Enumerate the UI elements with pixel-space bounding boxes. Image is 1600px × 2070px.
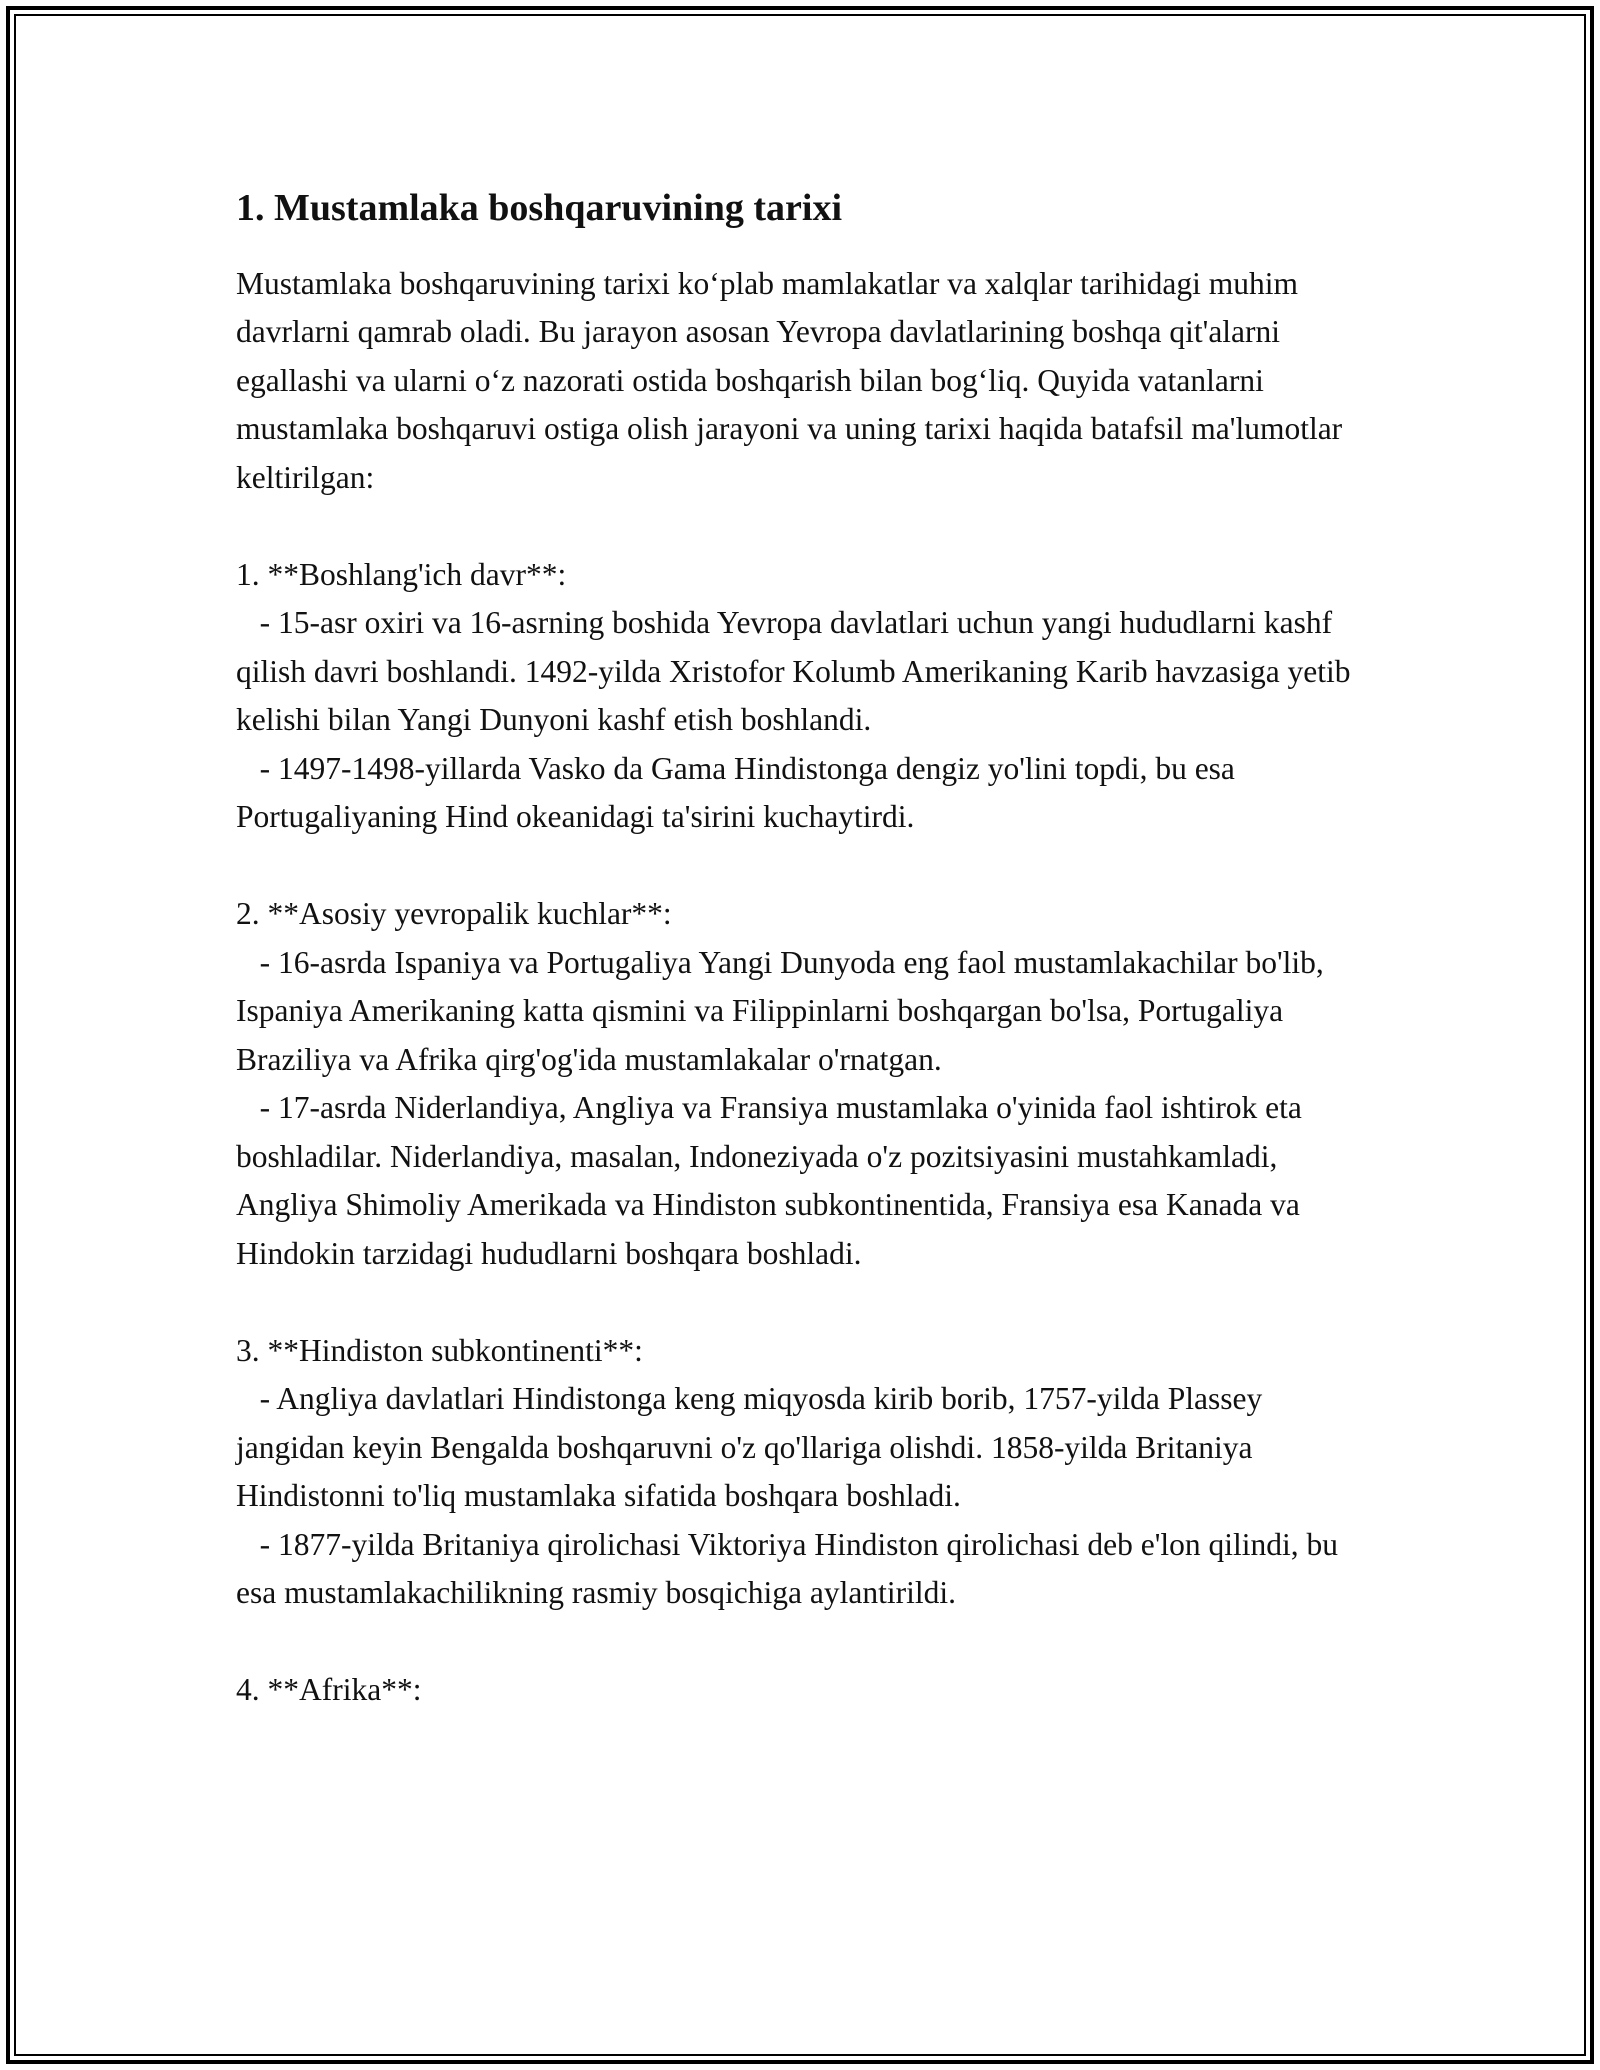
document-content	[236, 186, 1366, 1715]
document-heading: 1. Mustamlaka boshqaruvining tarixi	[236, 187, 842, 229]
document-body: Mustamlaka boshqaruvining tarixi ko‘plab mamlakatlar va xalqlar tarihidagi muhim davrlarni qamrab oladi. Bu jarayon asosan Yevropa davlatlarining boshqa qit'alarni egallashi va ularni o‘z nazorati ostida boshqarish bilan bog‘liq. Quyida vatanlarni mustamlaka boshqaruvi ostiga olish jarayoni va uning tarixi haqida batafsil ma'lumotlar keltirilgan: 1. **Boshlang'ich davr**: - 15-asr oxiri va 16-asrning boshida Yevropa davlatlari uchun yangi hududlarni kashf qilish davri boshlandi. 1492-yilda Xristofor Kolumb Amerikaning Karib havzasiga yetib kelishi bilan Yangi Dunyoni kashf etish boshlandi. - 1497-1498-yillarda Vasko da Gama Hindistonga dengiz yo'lini topdi, bu esa Portugaliyaning Hind okeanidagi ta'sirini kuchaytirdi. 2. **Asosiy yevropalik kuchlar**: - 16-asrda Ispaniya va Portugaliya Yangi Dunyoda eng faol mustamlakachilar bo'lib, Ispaniya Amerikaning katta qismini va Filippinlarni boshqargan bo'lsa, Portugaliya Braziliya va Afrika qirg'og'ida mustamlakalar o'rnatgan. - 17-asrda Niderlandiya, Angliya va Fransiya mustamlaka o'yinida faol ishtirok eta boshladilar. Niderlandiya, masalan, Indoneziyada o'z pozitsiyasini mustahkamladi, Angliya Shimoliy Amerikada va Hindiston subkontinentida, Fransiya esa Kanada va Hindokin tarzidagi hududlarni boshqara boshladi. 3. **Hindiston subkontinenti**: - Angliya davlatlari Hindistonga keng miqyosda kirib borib, 1757-yilda Plassey jangidan keyin Bengalda boshqaruvni o'z qo'llariga olishdi. 1858-yilda Britaniya Hindistonni to'liq mustamlaka sifatida boshqara boshladi. - 1877-yilda Britaniya qirolichasi Viktoriya Hindiston qirolichasi deb e'lon qilindi, bu esa mustamlakachilikning rasmiy bosqichiga aylantirildi. 4. **Afrika**:	[236, 265, 1351, 1708]
